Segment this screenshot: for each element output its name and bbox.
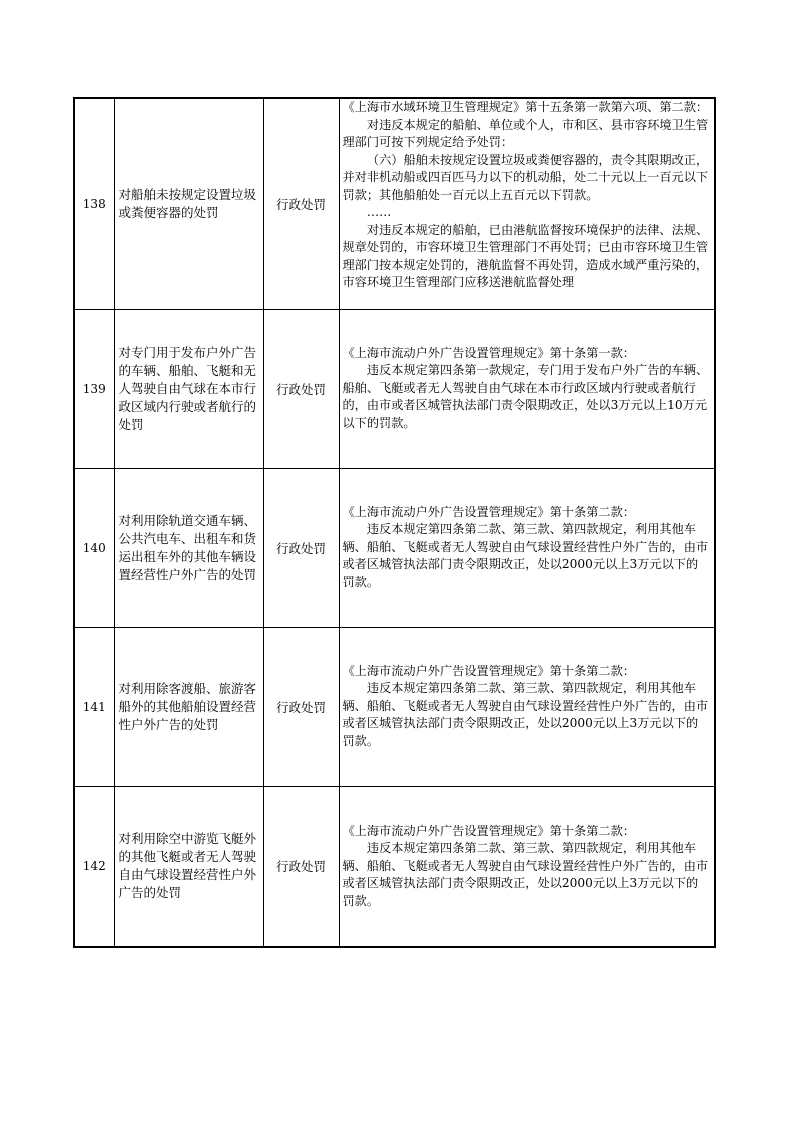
item-name: 对利用除客渡船、旅游客船外的其他船舶设置经营性户外广告的处罚 bbox=[114, 627, 263, 786]
table-row bbox=[74, 98, 715, 309]
basis-paragraph: 对违反本规定的船舶，已由港航监督按环境保护的法律、法规、规章处罚的，市容环境卫生管理部门不再处罚；已由市容环境卫生管理部门按本规定处罚的，港航监督不再处罚，造成水域严重污染的，市容环境卫生管理部门应移送港航监督处理 bbox=[342, 222, 709, 290]
item-name: 对专门用于发布户外广告的车辆、船舶、飞艇和无人驾驶自由气球在本市行政区域内行驶或者航行的处罚 bbox=[114, 309, 263, 468]
basis-source: 《上海市流动户外广告设置管理规定》第十条第一款： bbox=[342, 345, 635, 360]
legal-basis bbox=[339, 627, 715, 786]
basis-ellipsis: …… bbox=[366, 205, 392, 220]
table-row bbox=[74, 627, 715, 786]
legal-basis bbox=[339, 786, 715, 947]
basis-source: 《上海市流动户外广告设置管理规定》第十条第二款： bbox=[342, 504, 635, 519]
item-number: 138 bbox=[74, 98, 114, 309]
item-number: 141 bbox=[74, 627, 114, 786]
item-number: 139 bbox=[74, 309, 114, 468]
table-row bbox=[74, 468, 715, 627]
item-name: 对利用除轨道交通车辆、公共汽电车、出租车和货运出租车外的其他车辆设置经营性户外广告的处罚 bbox=[114, 468, 263, 627]
item-number: 142 bbox=[74, 786, 114, 947]
basis-paragraph: 对违反本规定的船舶、单位或个人，市和区、县市容环境卫生管理部门可按下列规定给予处罚： bbox=[342, 117, 709, 150]
basis-paragraph: 违反本规定第四条第二款、第三款、第四款规定，利用其他车辆、船舶、飞艇或者无人驾驶自由气球设置经营性户外广告的，由市或者区城管执法部门责令限期改正，处以2000元以上3万元以下的罚款。 bbox=[342, 681, 709, 748]
item-type: 行政处罚 bbox=[263, 627, 339, 786]
item-name: 对利用除空中游览飞艇外的其他飞艇或者无人驾驶自由气球设置经营性户外广告的处罚 bbox=[114, 786, 263, 947]
item-type: 行政处罚 bbox=[263, 468, 339, 627]
basis-source: 《上海市流动户外广告设置管理规定》第十条第二款： bbox=[342, 663, 635, 678]
legal-basis bbox=[339, 468, 715, 627]
basis-paragraph: 违反本规定第四条第二款、第三款、第四款规定，利用其他车辆、船舶、飞艇或者无人驾驶自由气球设置经营性户外广告的，由市或者区城管执法部门责令限期改正，处以2000元以上3万元以下的罚款。 bbox=[342, 841, 709, 908]
table-row bbox=[74, 786, 715, 947]
penalty-table bbox=[73, 97, 716, 948]
item-type: 行政处罚 bbox=[263, 309, 339, 468]
basis-paragraph: 违反本规定第四条第一款规定，专门用于发布户外广告的车辆、船舶、飞艇或者无人驾驶自由气球在本市行政区域内行驶或者航行的，由市或者区城管执法部门责令限期改正，处以3万元以上10万元以下的罚款。 bbox=[342, 363, 709, 430]
legal-basis bbox=[339, 98, 715, 309]
basis-paragraph: 违反本规定第四条第二款、第三款、第四款规定，利用其他车辆、船舶、飞艇或者无人驾驶自由气球设置经营性户外广告的，由市或者区城管执法部门责令限期改正，处以2000元以上3万元以下的罚款。 bbox=[342, 522, 709, 589]
item-type: 行政处罚 bbox=[263, 786, 339, 947]
legal-basis bbox=[339, 309, 715, 468]
basis-source: 《上海市流动户外广告设置管理规定》第十条第二款： bbox=[342, 823, 635, 838]
item-number: 140 bbox=[74, 468, 114, 627]
table-row bbox=[74, 309, 715, 468]
item-name: 对船舶未按规定设置垃圾或粪便容器的处罚 bbox=[114, 98, 263, 309]
basis-paragraph: （六）船舶未按规定设置垃圾或粪便容器的，责令其限期改正，并对非机动船或四百匹马力以下的机动船，处二十元以上一百元以下罚款；其他船舶处一百元以上五百元以下罚款。 bbox=[342, 152, 709, 202]
item-type: 行政处罚 bbox=[263, 98, 339, 309]
basis-source: 《上海市水域环境卫生管理规定》第十五条第一款第六项、第二款： bbox=[342, 100, 709, 115]
